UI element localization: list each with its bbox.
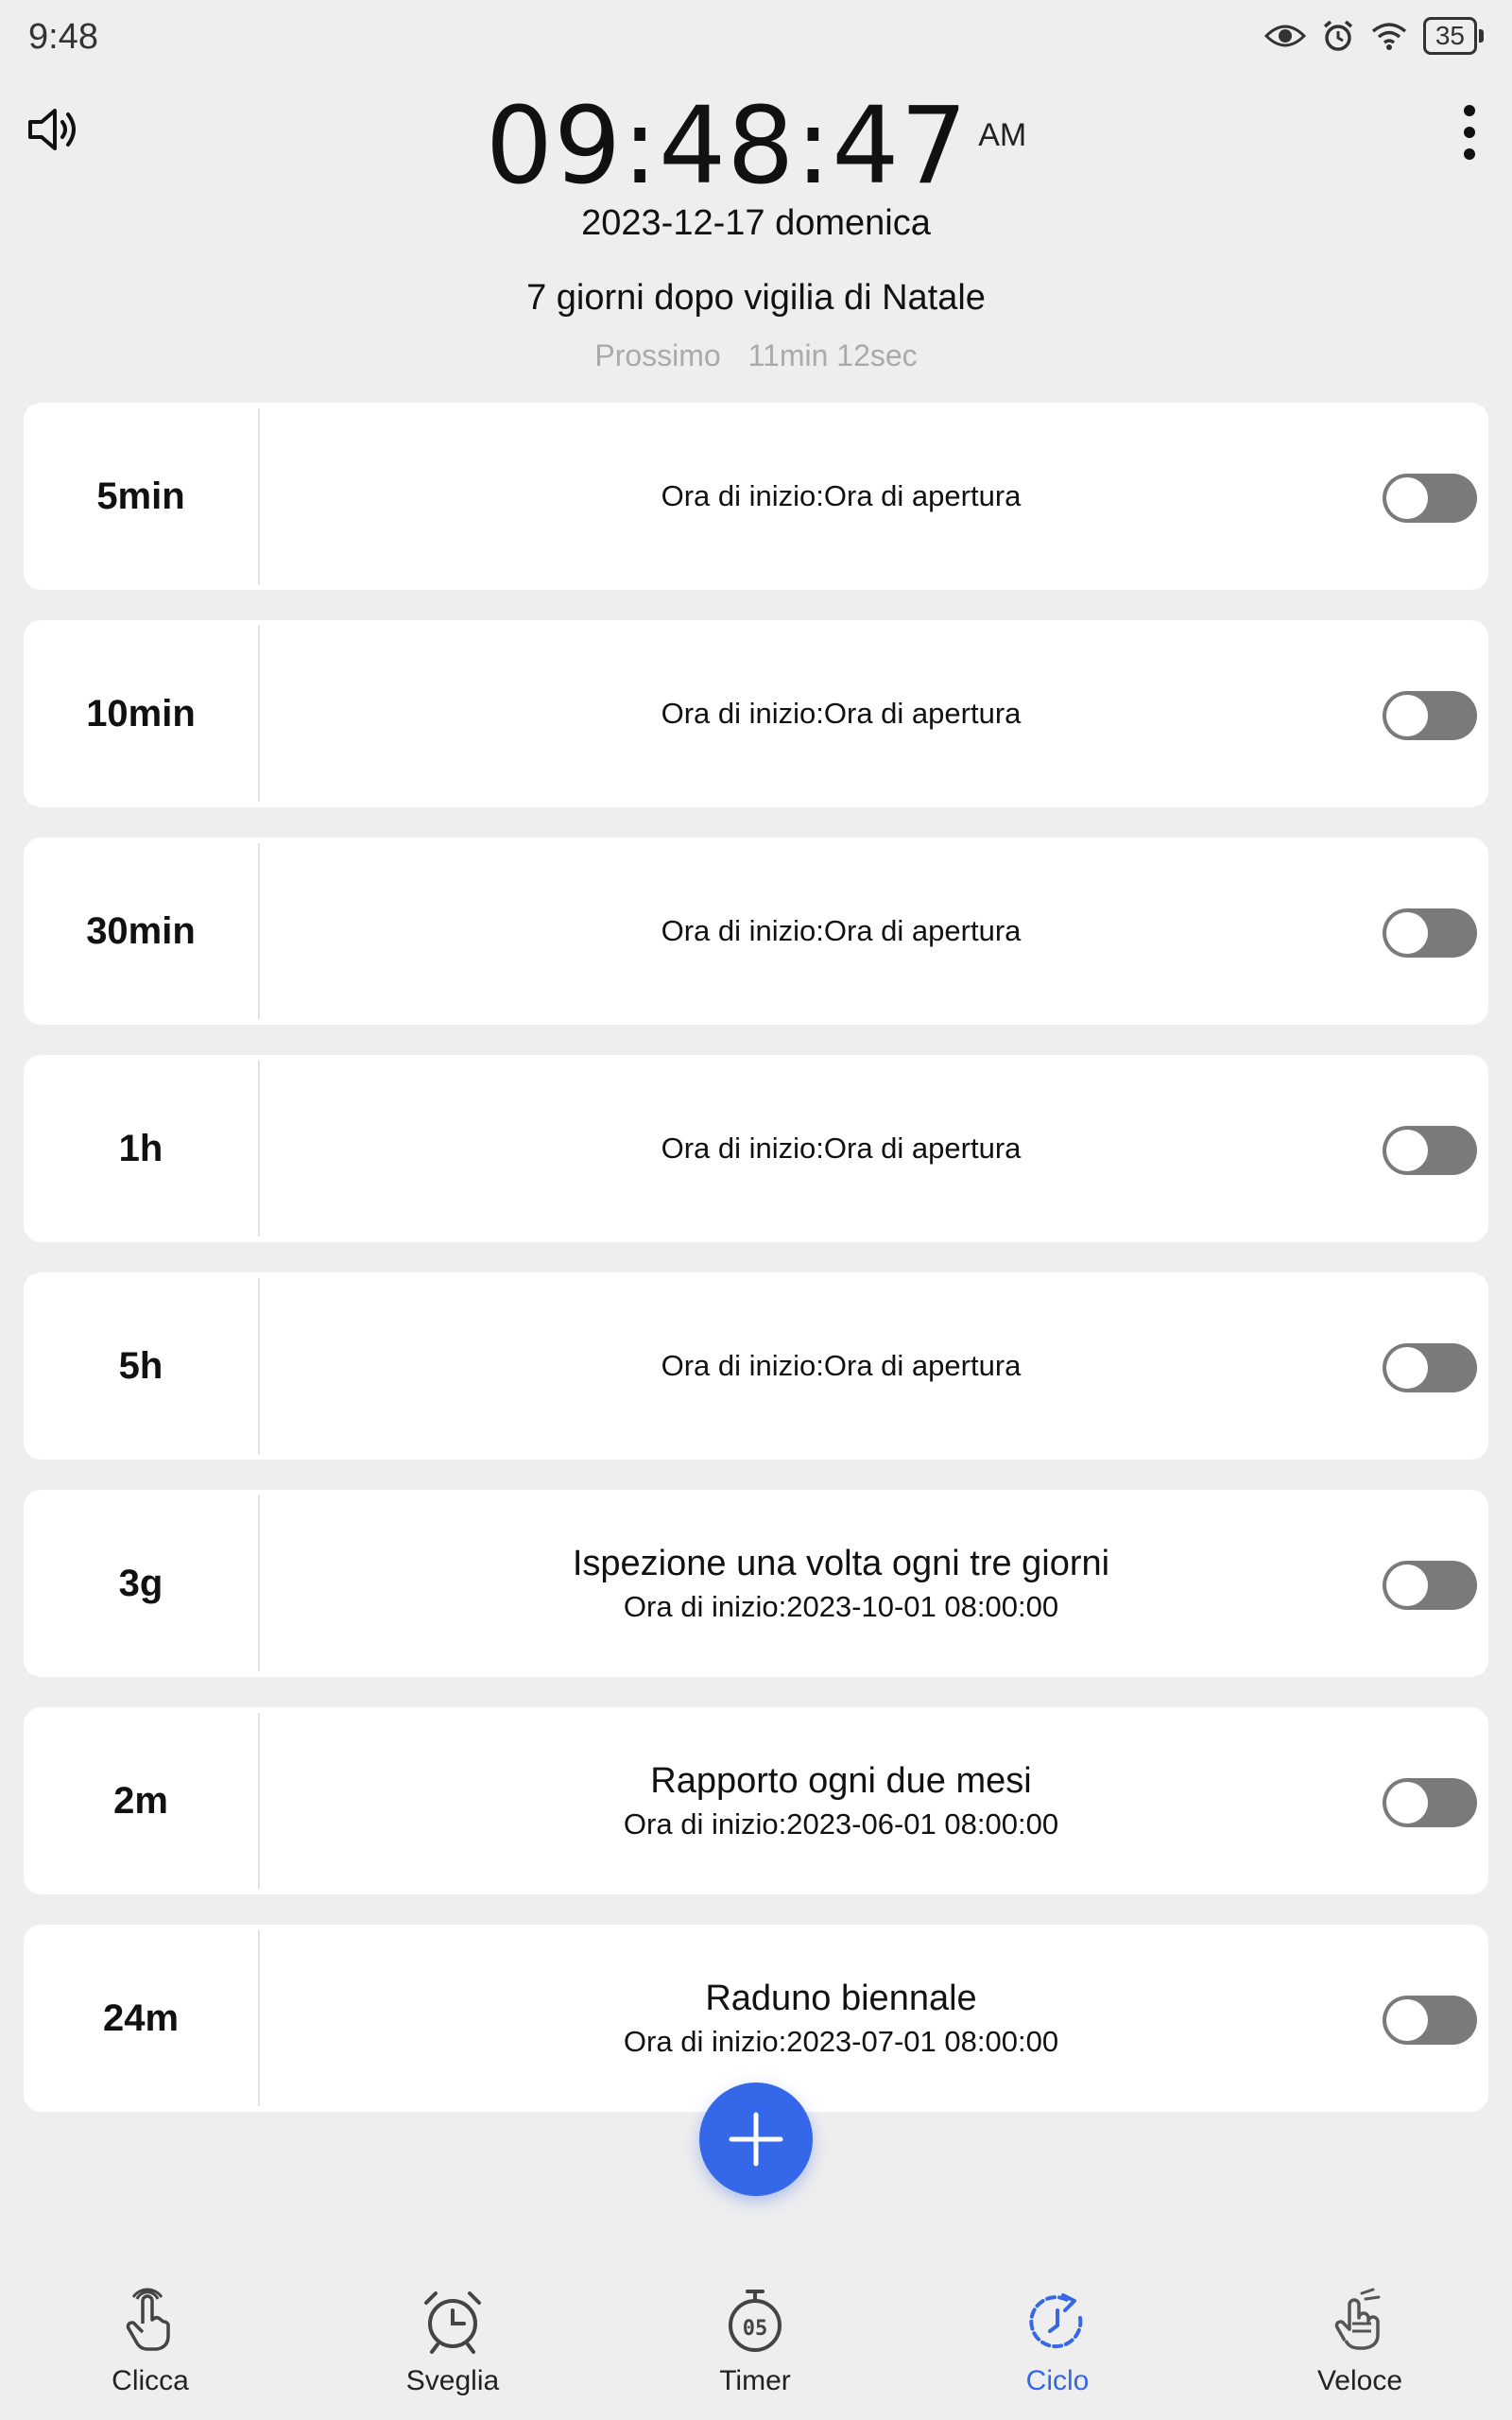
cycle-start-time: Ora di inizio:Ora di apertura xyxy=(661,1132,1022,1165)
cycle-toggle[interactable] xyxy=(1383,908,1477,958)
cycle-toggle[interactable] xyxy=(1383,1126,1477,1175)
quick-hand-icon xyxy=(1324,2286,1396,2358)
cycle-toggle[interactable] xyxy=(1383,1778,1477,1827)
cycle-start-time: Ora di inizio:Ora di apertura xyxy=(661,479,1022,512)
clock-ampm: AM xyxy=(978,117,1027,153)
cycle-period: 5min xyxy=(96,475,185,517)
status-time: 9:48 xyxy=(28,17,98,57)
nav-item-ciclo[interactable] xyxy=(963,2259,1152,2397)
cycle-toggle[interactable] xyxy=(1383,1343,1477,1392)
nav-item-clicca[interactable] xyxy=(56,2259,245,2397)
svg-text:05: 05 xyxy=(742,2317,768,2341)
cycle-list xyxy=(24,403,1488,2142)
clock-display xyxy=(0,85,1512,208)
next-alarm-countdown xyxy=(0,338,1512,373)
next-value: 11min 12sec xyxy=(747,338,918,372)
stopwatch-icon xyxy=(719,2286,791,2358)
cycle-period: 5h xyxy=(118,1344,163,1387)
cycle-toggle[interactable] xyxy=(1383,474,1477,523)
nav-label: Sveglia xyxy=(405,2365,500,2396)
cycle-toggle[interactable] xyxy=(1383,691,1477,740)
bottom-nav xyxy=(0,2259,1512,2420)
cycle-toggle[interactable] xyxy=(1383,1561,1477,1610)
status-bar xyxy=(0,0,1512,76)
cycle-start-time: Ora di inizio:Ora di apertura xyxy=(661,914,1022,947)
cycle-title: Raduno biennale xyxy=(705,1978,977,2018)
cycle-card[interactable] xyxy=(24,620,1488,807)
add-cycle-button[interactable] xyxy=(699,2083,813,2196)
date-text: 2023-12-17 domenica xyxy=(581,203,931,243)
battery-indicator xyxy=(1423,17,1484,55)
cycle-title: Rapporto ogni due mesi xyxy=(650,1760,1032,1801)
battery-level: 35 xyxy=(1423,17,1477,55)
cycle-period: 24m xyxy=(102,1996,180,2039)
cycle-period: 10min xyxy=(86,692,196,735)
cycle-start-time: Ora di inizio:Ora di apertura xyxy=(661,1349,1022,1382)
nav-item-veloce[interactable] xyxy=(1265,2259,1454,2397)
alarm-clock-icon xyxy=(417,2286,489,2358)
wifi-icon xyxy=(1370,21,1408,51)
nav-label: Ciclo xyxy=(1025,2365,1090,2396)
cycle-card[interactable] xyxy=(24,403,1488,590)
cycle-period: 2m xyxy=(113,1779,168,1822)
nav-label: Veloce xyxy=(1316,2365,1403,2396)
alarm-icon xyxy=(1321,19,1355,53)
cycle-card[interactable] xyxy=(24,1707,1488,1894)
cycle-toggle[interactable] xyxy=(1383,1996,1477,2045)
cycle-card[interactable] xyxy=(24,1055,1488,1242)
next-label: Prossimo xyxy=(594,338,721,372)
cycle-start-time: Ora di inizio:2023-10-01 08:00:00 xyxy=(623,1589,1059,1623)
clock-time: 09:48:47 xyxy=(485,85,969,208)
cycle-start-time: Ora di inizio:2023-06-01 08:00:00 xyxy=(623,1806,1059,1841)
cycle-period: 30min xyxy=(86,909,196,952)
cycle-card[interactable] xyxy=(24,1272,1488,1460)
cycle-card[interactable] xyxy=(24,838,1488,1025)
eye-icon xyxy=(1264,22,1306,50)
cycle-clock-icon xyxy=(1022,2286,1093,2358)
cycle-period: 1h xyxy=(118,1127,163,1169)
nav-item-timer[interactable] xyxy=(661,2259,850,2397)
cycle-period: 3g xyxy=(118,1562,163,1604)
holiday-text: 7 giorni dopo vigilia di Natale xyxy=(526,278,986,318)
cycle-title: Ispezione una volta ogni tre giorni xyxy=(572,1543,1110,1583)
plus-icon xyxy=(726,2109,786,2169)
status-icons xyxy=(1264,17,1484,55)
nav-item-sveglia[interactable] xyxy=(358,2259,547,2397)
cycle-start-time: Ora di inizio:2023-07-01 08:00:00 xyxy=(623,2024,1059,2058)
nav-label: Clicca xyxy=(112,2365,189,2396)
cycle-card[interactable] xyxy=(24,1490,1488,1677)
tap-hand-icon xyxy=(114,2286,186,2358)
nav-label: Timer xyxy=(719,2365,791,2396)
cycle-start-time: Ora di inizio:Ora di apertura xyxy=(661,697,1022,730)
